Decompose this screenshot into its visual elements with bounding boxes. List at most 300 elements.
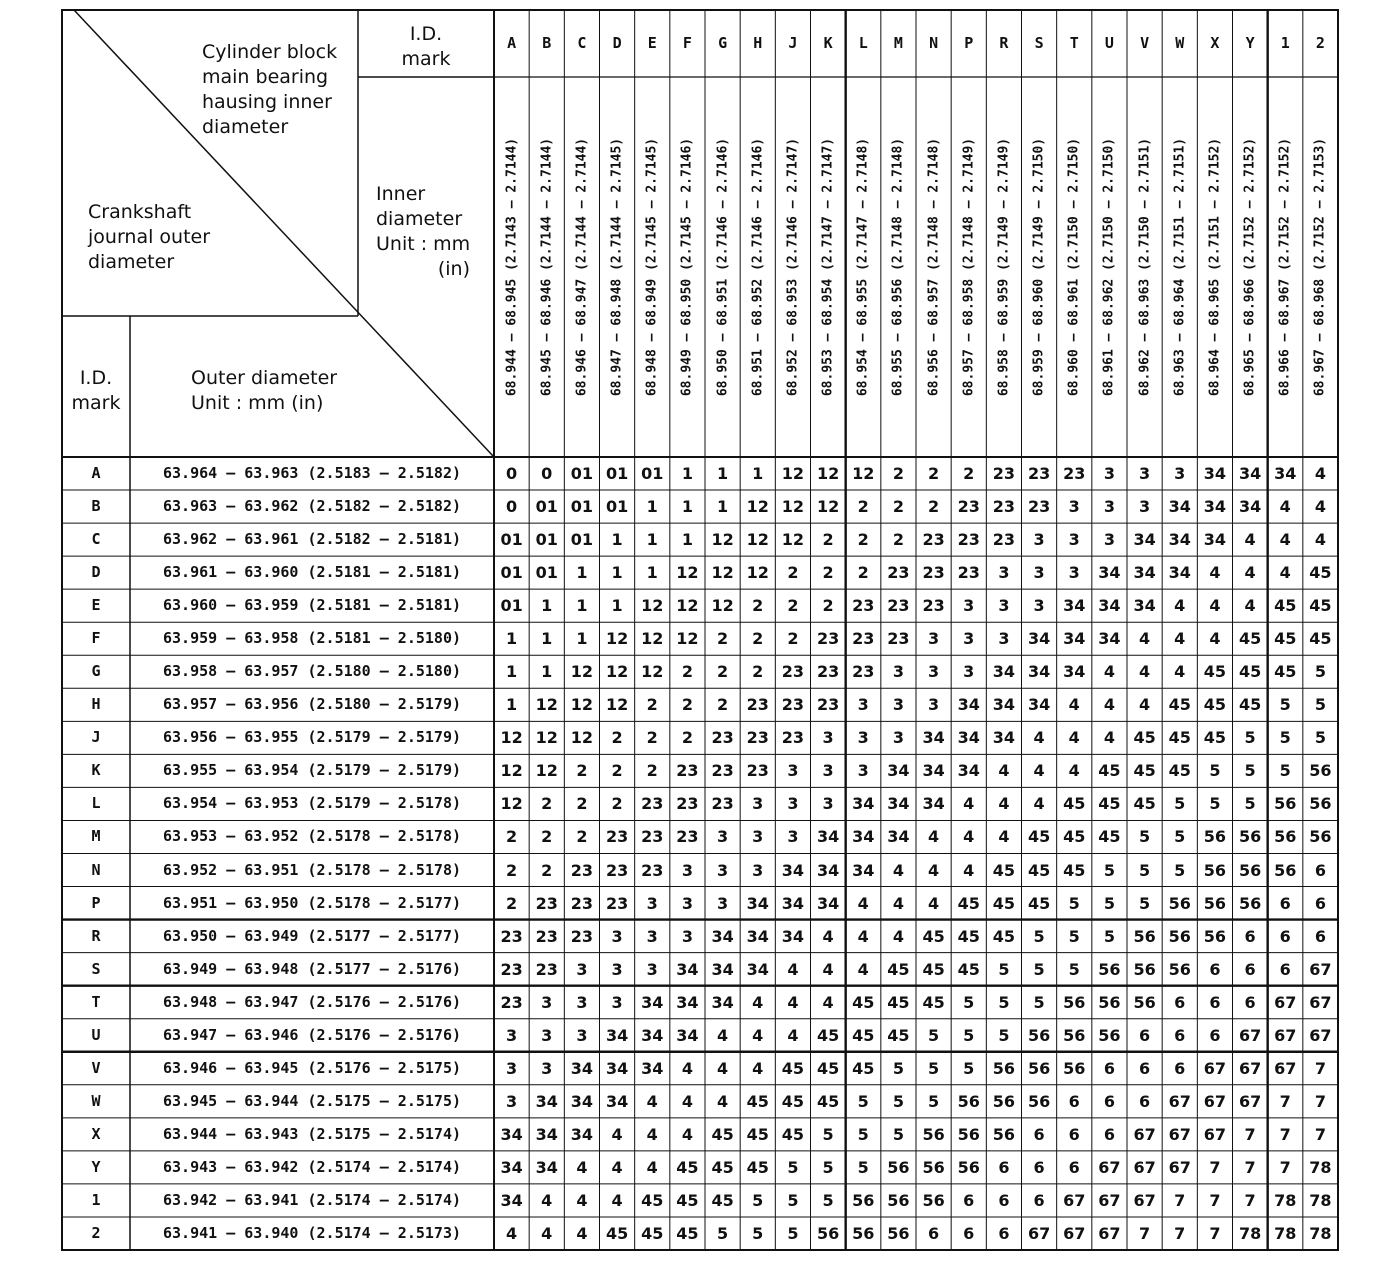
bearing-grade-cell: 7 xyxy=(1209,1223,1221,1243)
bearing-selection-table xyxy=(62,10,1338,1250)
column-id-mark: H xyxy=(753,34,763,52)
bearing-grade-cell: 56 xyxy=(992,1058,1016,1078)
row-id-mark: S xyxy=(91,959,101,978)
bearing-grade-cell: 4 xyxy=(1033,728,1045,748)
bearing-grade-cell: 56 xyxy=(957,1157,980,1177)
bearing-grade-cell: 5 xyxy=(963,1025,975,1045)
bearing-grade-cell: 4 xyxy=(892,860,904,880)
bearing-grade-cell: 12 xyxy=(641,596,664,616)
bearing-grade-cell: 5 xyxy=(1209,794,1221,814)
bearing-grade-cell: 34 xyxy=(957,761,980,781)
row-id-mark: M xyxy=(91,827,101,846)
bearing-grade-cell: 23 xyxy=(711,728,734,748)
bearing-grade-cell: 3 xyxy=(611,959,623,979)
bearing-grade-cell: 2 xyxy=(681,695,693,715)
bearing-grade-cell: 5 xyxy=(928,1025,940,1045)
bearing-grade-cell: 23 xyxy=(816,629,840,649)
bearing-grade-cell: 6 xyxy=(1174,1025,1186,1045)
bearing-grade-cell: 5 xyxy=(1174,860,1186,880)
bearing-grade-cell: 4 xyxy=(928,893,940,913)
bearing-grade-cell: 34 xyxy=(1168,497,1191,517)
bearing-grade-cell: 4 xyxy=(1279,497,1291,517)
bearing-grade-cell: 4 xyxy=(1068,728,1080,748)
bearing-grade-cell: 1 xyxy=(541,629,553,649)
bearing-grade-cell: 6 xyxy=(1103,1091,1115,1111)
bearing-grade-cell: 4 xyxy=(857,893,869,913)
row-outer-diameter: 63.960 – 63.959 (2.5181 – 2.5181) xyxy=(162,596,461,615)
bearing-grade-cell: 3 xyxy=(998,629,1010,649)
bearing-grade-cell: 6 xyxy=(1314,926,1326,946)
bearing-grade-cell: 67 xyxy=(1238,1025,1262,1045)
bearing-grade-cell: 34 xyxy=(605,1058,629,1078)
bearing-grade-cell: 12 xyxy=(500,794,523,814)
bearing-grade-cell: 4 xyxy=(1139,662,1151,682)
row-id-mark: 1 xyxy=(91,1190,101,1209)
bearing-grade-cell: 3 xyxy=(1139,497,1151,517)
bearing-grade-cell: 6 xyxy=(1139,1025,1151,1045)
bearing-grade-cell: 56 xyxy=(1203,926,1227,946)
bearing-grade-cell: 45 xyxy=(1168,761,1191,781)
bearing-grade-cell: 12 xyxy=(746,563,769,583)
column-id-mark: T xyxy=(1069,34,1079,52)
bearing-grade-cell: 1 xyxy=(611,563,623,583)
bearing-grade-cell: 45 xyxy=(887,992,910,1012)
column-inner-diameter: 68.956 – 68.957 (2.7148 – 2.7148) xyxy=(926,137,942,397)
bearing-grade-cell: 23 xyxy=(500,992,523,1012)
bearing-grade-cell: 67 xyxy=(1133,1124,1156,1144)
bearing-grade-cell: 4 xyxy=(1174,596,1186,616)
column-id-mark: W xyxy=(1175,34,1185,52)
bearing-grade-cell: 23 xyxy=(852,596,875,616)
bearing-grade-cell: 5 xyxy=(1174,794,1186,814)
column-inner-diameter: 68.958 – 68.959 (2.7149 – 2.7149) xyxy=(996,137,1012,397)
column-id-mark: K xyxy=(823,34,833,52)
bearing-grade-cell: 1 xyxy=(646,530,658,550)
bearing-grade-cell: 3 xyxy=(1103,497,1115,517)
crankshaft-label-line: journal outer xyxy=(88,226,211,248)
bearing-grade-cell: 5 xyxy=(822,1124,834,1144)
bearing-grade-cell: 45 xyxy=(746,1124,769,1144)
bearing-grade-cell: 2 xyxy=(576,794,588,814)
bearing-grade-cell: 12 xyxy=(570,695,594,715)
bearing-grade-cell: 23 xyxy=(816,695,840,715)
row-id-mark: P xyxy=(91,893,101,912)
bearing-grade-cell: 23 xyxy=(852,629,875,649)
bearing-grade-cell: 3 xyxy=(1103,530,1115,550)
bearing-grade-cell: 2 xyxy=(787,629,799,649)
bearing-grade-cell: 2 xyxy=(822,596,834,616)
inner-diameter-line: diameter xyxy=(376,208,463,230)
bearing-grade-cell: 5 xyxy=(928,1091,940,1111)
bearing-grade-cell: 5 xyxy=(1174,827,1186,847)
bearing-grade-cell: 56 xyxy=(1063,1025,1086,1045)
bearing-grade-cell: 1 xyxy=(681,530,693,550)
bearing-grade-cell: 01 xyxy=(535,563,558,583)
bearing-grade-cell: 1 xyxy=(541,596,553,616)
column-inner-diameter: 68.964 – 68.965 (2.7151 – 2.7152) xyxy=(1207,137,1223,397)
bearing-grade-cell: 67 xyxy=(1309,1025,1332,1045)
bearing-grade-cell: 67 xyxy=(1274,992,1297,1012)
bearing-grade-cell: 4 xyxy=(1314,464,1326,483)
bearing-grade-cell: 45 xyxy=(992,926,1016,946)
bearing-grade-cell: 67 xyxy=(1027,1223,1051,1243)
bearing-grade-cell: 3 xyxy=(1033,530,1045,550)
bearing-grade-cell: 23 xyxy=(816,662,840,682)
row-outer-diameter: 63.959 – 63.958 (2.5181 – 2.5180) xyxy=(162,629,461,648)
bearing-grade-cell: 45 xyxy=(1309,596,1332,616)
bearing-grade-cell: 4 xyxy=(1033,794,1045,814)
inner-diameter-line: Unit : mm xyxy=(376,233,471,255)
bearing-grade-cell: 4 xyxy=(1209,596,1221,616)
bearing-grade-cell: 5 xyxy=(1314,695,1326,715)
row-id-mark: V xyxy=(91,1058,101,1077)
bearing-grade-cell: 7 xyxy=(1244,1190,1256,1210)
bearing-grade-cell: 23 xyxy=(992,497,1016,517)
bearing-grade-cell: 67 xyxy=(1309,992,1332,1012)
bearing-grade-cell: 6 xyxy=(1209,1025,1221,1045)
left-id-mark-label xyxy=(62,366,130,416)
bearing-grade-cell: 3 xyxy=(506,1091,518,1111)
bearing-grade-cell: 34 xyxy=(1098,563,1121,583)
bearing-grade-cell: 67 xyxy=(1238,1058,1262,1078)
bearing-grade-cell: 1 xyxy=(576,563,588,583)
row-outer-diameter: 63.961 – 63.960 (2.5181 – 2.5181) xyxy=(162,563,461,582)
bearing-grade-cell: 2 xyxy=(822,530,834,550)
bearing-grade-cell: 23 xyxy=(922,596,945,616)
bearing-grade-cell: 56 xyxy=(992,1124,1016,1144)
column-id-mark: L xyxy=(858,34,868,52)
bearing-grade-cell: 12 xyxy=(605,695,629,715)
bearing-grade-cell: 45 xyxy=(992,860,1016,880)
bearing-grade-cell: 34 xyxy=(957,728,980,748)
bearing-grade-cell: 45 xyxy=(676,1190,699,1210)
bearing-grade-cell: 3 xyxy=(576,992,588,1012)
bearing-grade-cell: 3 xyxy=(611,992,623,1012)
bearing-grade-cell: 34 xyxy=(1027,695,1051,715)
bearing-grade-cell: 45 xyxy=(711,1157,734,1177)
bearing-grade-cell: 12 xyxy=(605,662,629,682)
bearing-grade-cell: 01 xyxy=(570,497,594,517)
bearing-grade-cell: 34 xyxy=(676,992,699,1012)
bearing-grade-cell: 12 xyxy=(781,464,805,483)
bearing-grade-cell: 45 xyxy=(957,926,980,946)
bearing-grade-cell: 6 xyxy=(998,1157,1010,1177)
bearing-grade-cell: 3 xyxy=(646,926,658,946)
column-inner-diameter: 68.967 – 68.968 (2.7152 – 2.7153) xyxy=(1312,137,1328,397)
bearing-grade-cell: 12 xyxy=(711,530,734,550)
bearing-grade-cell: 6 xyxy=(1314,893,1326,913)
bearing-grade-cell: 56 xyxy=(1203,860,1227,880)
bearing-grade-cell: 45 xyxy=(676,1157,699,1177)
bearing-grade-cell: 45 xyxy=(781,1058,805,1078)
bearing-grade-cell: 6 xyxy=(1033,1190,1045,1210)
bearing-grade-cell: 56 xyxy=(1063,1058,1086,1078)
bearing-grade-cell: 2 xyxy=(787,563,799,583)
bearing-grade-cell: 34 xyxy=(852,860,875,880)
crankshaft-label-line: Crankshaft xyxy=(88,201,192,223)
bearing-grade-cell: 3 xyxy=(717,827,729,847)
bearing-grade-cell: 56 xyxy=(887,1190,910,1210)
bearing-grade-cell: 3 xyxy=(928,662,940,682)
bearing-grade-cell: 78 xyxy=(1309,1190,1332,1210)
bearing-grade-cell: 6 xyxy=(1244,959,1256,979)
row-id-mark: 2 xyxy=(91,1223,101,1242)
top-id-mark-line: mark xyxy=(401,48,451,70)
column-inner-diameter: 68.945 – 68.946 (2.7144 – 2.7144) xyxy=(539,137,555,397)
bearing-grade-cell: 2 xyxy=(506,860,518,880)
column-inner-diameter: 68.949 – 68.950 (2.7145 – 2.7146) xyxy=(679,137,695,397)
bearing-grade-cell: 45 xyxy=(1203,728,1227,748)
bearing-grade-cell: 67 xyxy=(1063,1190,1086,1210)
bearing-grade-cell: 45 xyxy=(1168,728,1191,748)
bearing-grade-cell: 56 xyxy=(852,1190,875,1210)
bearing-grade-cell: 34 xyxy=(781,893,805,913)
bearing-grade-cell: 67 xyxy=(1168,1124,1191,1144)
bearing-grade-cell: 34 xyxy=(1274,464,1297,483)
bearing-grade-cell: 2 xyxy=(717,695,729,715)
bearing-grade-cell: 56 xyxy=(1063,992,1086,1012)
row-outer-diameter: 63.949 – 63.948 (2.5177 – 2.5176) xyxy=(162,959,461,978)
column-id-mark: N xyxy=(929,34,939,52)
bearing-grade-cell: 4 xyxy=(646,1124,658,1144)
bearing-grade-cell: 4 xyxy=(541,1190,553,1210)
bearing-grade-cell: 23 xyxy=(746,695,769,715)
bearing-grade-cell: 1 xyxy=(541,662,553,682)
bearing-grade-cell: 5 xyxy=(928,1058,940,1078)
bearing-grade-cell: 2 xyxy=(576,761,588,781)
bearing-grade-cell: 6 xyxy=(1279,959,1291,979)
bearing-grade-cell: 45 xyxy=(1027,860,1051,880)
bearing-grade-cell: 34 xyxy=(1203,464,1227,483)
bearing-grade-cell: 4 xyxy=(541,1223,553,1243)
bearing-grade-cell: 4 xyxy=(1139,695,1151,715)
row-id-mark: W xyxy=(91,1091,101,1110)
row-id-mark: E xyxy=(91,596,101,615)
row-outer-diameter: 63.954 – 63.953 (2.5179 – 2.5178) xyxy=(162,794,461,813)
bearing-grade-cell: 7 xyxy=(1314,1091,1326,1111)
bearing-grade-cell: 5 xyxy=(1103,893,1115,913)
row-outer-diameter: 63.944 – 63.943 (2.5175 – 2.5174) xyxy=(162,1124,461,1143)
bearing-grade-cell: 56 xyxy=(1098,959,1121,979)
column-inner-diameter: 68.966 – 68.967 (2.7152 – 2.7152) xyxy=(1277,137,1293,397)
bearing-grade-cell: 45 xyxy=(1203,695,1227,715)
bearing-grade-cell: 4 xyxy=(1279,563,1291,583)
bearing-grade-cell: 1 xyxy=(506,629,518,649)
bearing-grade-cell: 4 xyxy=(611,1157,623,1177)
bearing-grade-cell: 23 xyxy=(535,893,558,913)
bearing-grade-cell: 23 xyxy=(535,959,558,979)
bearing-grade-cell: 45 xyxy=(1098,794,1121,814)
row-outer-diameter: 63.962 – 63.961 (2.5182 – 2.5181) xyxy=(162,530,461,549)
bearing-grade-cell: 5 xyxy=(857,1124,869,1144)
bearing-grade-cell: 2 xyxy=(752,629,764,649)
bearing-grade-cell: 3 xyxy=(857,761,869,781)
column-inner-diameter: 68.954 – 68.955 (2.7147 – 2.7148) xyxy=(855,137,871,397)
bearing-grade-cell: 4 xyxy=(717,1091,729,1111)
bearing-grade-cell: 7 xyxy=(1174,1223,1186,1243)
bearing-grade-cell: 1 xyxy=(717,464,729,483)
bearing-grade-cell: 5 xyxy=(998,1025,1010,1045)
bearing-grade-cell: 4 xyxy=(1314,530,1326,550)
bearing-grade-cell: 2 xyxy=(857,530,869,550)
bearing-grade-cell: 3 xyxy=(857,728,869,748)
row-outer-diameter: 63.947 – 63.946 (2.5176 – 2.5176) xyxy=(162,1025,461,1044)
bearing-grade-cell: 5 xyxy=(1244,761,1256,781)
bearing-grade-cell: 34 xyxy=(992,662,1016,682)
bearing-grade-cell: 12 xyxy=(535,695,558,715)
bearing-grade-cell: 56 xyxy=(1027,1058,1051,1078)
bearing-grade-cell: 2 xyxy=(646,761,658,781)
bearing-grade-cell: 12 xyxy=(816,497,840,517)
cylinder-block-label xyxy=(202,40,337,140)
column-id-mark: 1 xyxy=(1280,34,1290,52)
bearing-grade-cell: 2 xyxy=(963,464,975,483)
bearing-grade-cell: 12 xyxy=(641,662,664,682)
bearing-grade-cell: 56 xyxy=(1203,893,1227,913)
bearing-grade-cell: 34 xyxy=(922,761,945,781)
bearing-grade-cell: 5 xyxy=(1209,761,1221,781)
bearing-grade-cell: 23 xyxy=(957,530,980,550)
bearing-grade-cell: 23 xyxy=(957,497,980,517)
bearing-grade-cell: 56 xyxy=(1133,959,1156,979)
bearing-grade-cell: 12 xyxy=(500,761,523,781)
bearing-grade-cell: 6 xyxy=(1174,1058,1186,1078)
bearing-grade-cell: 45 xyxy=(922,926,945,946)
bearing-grade-cell: 1 xyxy=(611,596,623,616)
bearing-grade-cell: 2 xyxy=(928,464,940,483)
bearing-grade-cell: 78 xyxy=(1309,1223,1332,1243)
column-id-mark: F xyxy=(682,34,692,52)
bearing-grade-cell: 3 xyxy=(1174,464,1186,483)
bearing-grade-cell: 23 xyxy=(887,596,910,616)
bearing-grade-cell: 1 xyxy=(576,629,588,649)
bearing-grade-cell: 5 xyxy=(752,1223,764,1243)
bearing-grade-cell: 4 xyxy=(752,1025,764,1045)
bearing-grade-cell: 67 xyxy=(1133,1157,1156,1177)
bearing-grade-cell: 34 xyxy=(1168,530,1191,550)
bearing-grade-cell: 3 xyxy=(1068,530,1080,550)
bearing-grade-cell: 3 xyxy=(576,959,588,979)
bearing-grade-cell: 5 xyxy=(1033,959,1045,979)
bearing-grade-cell: 23 xyxy=(641,827,664,847)
bearing-grade-cell: 67 xyxy=(1238,1091,1262,1111)
bearing-grade-cell: 3 xyxy=(752,860,764,880)
bearing-grade-cell: 4 xyxy=(892,893,904,913)
bearing-grade-cell: 23 xyxy=(641,860,664,880)
bearing-grade-cell: 34 xyxy=(887,827,910,847)
bearing-grade-cell: 67 xyxy=(1274,1025,1297,1045)
bearing-grade-cell: 6 xyxy=(1139,1058,1151,1078)
bearing-grade-cell: 34 xyxy=(641,1058,664,1078)
bearing-grade-cell: 67 xyxy=(1309,959,1332,979)
bearing-grade-cell: 56 xyxy=(957,1124,980,1144)
bearing-grade-cell: 5 xyxy=(1068,926,1080,946)
bearing-grade-cell: 5 xyxy=(1279,695,1291,715)
bearing-grade-cell: 4 xyxy=(963,794,975,814)
bearing-grade-cell: 23 xyxy=(500,926,523,946)
bearing-grade-cell: 4 xyxy=(1103,728,1115,748)
bearing-grade-cell: 3 xyxy=(1068,497,1080,517)
bearing-grade-cell: 01 xyxy=(500,596,523,616)
bearing-grade-cell: 4 xyxy=(506,1223,518,1243)
bearing-grade-cell: 23 xyxy=(711,794,734,814)
bearing-grade-cell: 67 xyxy=(1168,1157,1191,1177)
bearing-grade-cell: 78 xyxy=(1274,1223,1297,1243)
bearing-grade-cell: 12 xyxy=(676,563,699,583)
bearing-grade-cell: 7 xyxy=(1209,1157,1221,1177)
bearing-grade-cell: 4 xyxy=(752,992,764,1012)
bearing-grade-cell: 56 xyxy=(887,1157,910,1177)
bearing-grade-cell: 45 xyxy=(1238,695,1262,715)
row-outer-diameter: 63.953 – 63.952 (2.5178 – 2.5178) xyxy=(162,827,461,846)
row-id-mark: K xyxy=(91,761,101,780)
bearing-grade-cell: 45 xyxy=(1274,596,1297,616)
bearing-grade-cell: 2 xyxy=(717,629,729,649)
column-inner-diameter: 68.961 – 68.962 (2.7150 – 2.7150) xyxy=(1101,137,1117,397)
bearing-grade-cell: 5 xyxy=(822,1190,834,1210)
row-id-mark: N xyxy=(91,860,101,879)
bearing-grade-cell: 45 xyxy=(1133,761,1156,781)
bearing-grade-cell: 2 xyxy=(928,497,940,517)
bearing-grade-cell: 4 xyxy=(611,1124,623,1144)
column-inner-diameter: 68.947 – 68.948 (2.7144 – 2.7145) xyxy=(609,137,625,397)
bearing-grade-cell: 23 xyxy=(781,695,805,715)
bearing-grade-cell: 2 xyxy=(506,827,518,847)
bearing-grade-cell: 34 xyxy=(500,1190,523,1210)
bearing-grade-cell: 34 xyxy=(887,761,910,781)
bearing-grade-cell: 4 xyxy=(646,1157,658,1177)
bearing-grade-cell: 56 xyxy=(1274,860,1297,880)
row-id-mark: F xyxy=(91,629,101,648)
bearing-grade-cell: 34 xyxy=(676,1025,699,1045)
bearing-grade-cell: 2 xyxy=(857,563,869,583)
bearing-grade-cell: 6 xyxy=(1033,1124,1045,1144)
bearing-grade-cell: 23 xyxy=(676,827,699,847)
column-id-mark: U xyxy=(1104,34,1114,52)
row-id-mark: H xyxy=(91,695,101,714)
column-inner-diameter: 68.946 – 68.947 (2.7144 – 2.7144) xyxy=(574,137,590,397)
inner-diameter-label xyxy=(376,182,470,282)
bearing-grade-cell: 23 xyxy=(887,629,910,649)
left-id-mark-line: mark xyxy=(71,392,121,414)
bearing-grade-cell: 23 xyxy=(570,860,594,880)
bearing-grade-cell: 34 xyxy=(1098,629,1121,649)
bearing-grade-cell: 5 xyxy=(1279,728,1291,748)
column-id-mark: 2 xyxy=(1315,34,1325,52)
bearing-grade-cell: 4 xyxy=(1209,629,1221,649)
bearing-grade-cell: 78 xyxy=(1274,1190,1297,1210)
bearing-grade-cell: 34 xyxy=(1168,563,1191,583)
inner-diameter-line: Inner xyxy=(376,183,426,205)
bearing-grade-cell: 34 xyxy=(535,1157,558,1177)
bearing-grade-cell: 01 xyxy=(570,530,594,550)
cylinder-label-line: Cylinder block xyxy=(202,41,338,63)
bearing-grade-cell: 2 xyxy=(611,794,623,814)
bearing-grade-cell: 12 xyxy=(641,629,664,649)
bearing-grade-cell: 12 xyxy=(605,629,629,649)
bearing-grade-cell: 6 xyxy=(963,1223,975,1243)
column-id-mark: J xyxy=(788,34,798,52)
bearing-grade-cell: 45 xyxy=(957,893,980,913)
column-inner-diameter: 68.950 – 68.951 (2.7146 – 2.7146) xyxy=(715,137,731,397)
bearing-grade-cell: 45 xyxy=(1027,893,1051,913)
bearing-grade-cell: 12 xyxy=(500,728,523,748)
bearing-grade-cell: 3 xyxy=(681,926,693,946)
bearing-grade-cell: 3 xyxy=(1033,596,1045,616)
bearing-grade-cell: 67 xyxy=(1098,1190,1121,1210)
bearing-grade-cell: 4 xyxy=(1068,695,1080,715)
bearing-grade-cell: 5 xyxy=(1314,728,1326,748)
